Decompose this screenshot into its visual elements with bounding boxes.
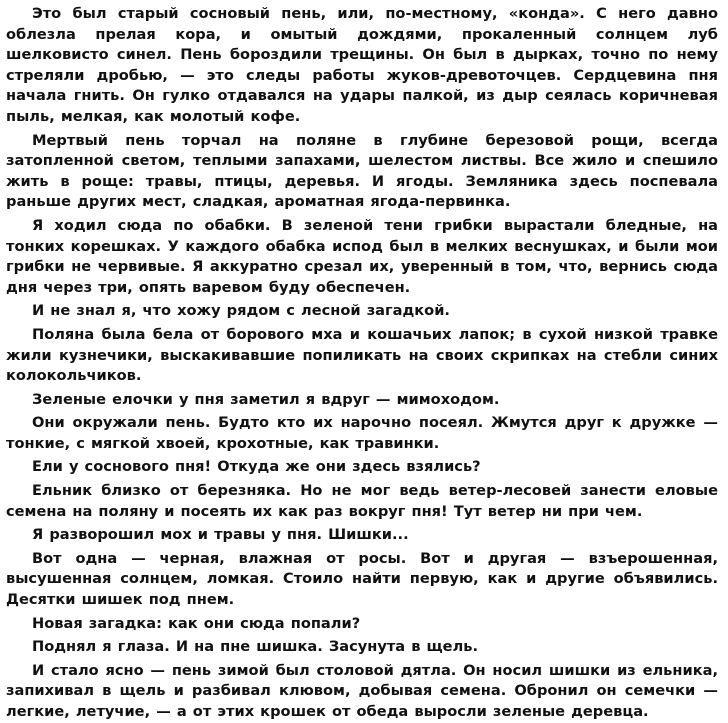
- paragraph-1: Это был старый сосновый пень, или, по-местному, «конда». С него давно облезла прелая кора, и омытый дождями, прокаленный солнцем луб шелковисто синел. Пень бороздили трещины. Он был в дырках, точно по нему стреляли дробью, — это следы работы жуков-древоточцев. Сердцевина пня начала гнить. Он гулко отдавался на удары палкой, из дыр сеялась коричневая пыль, мелкая, как молотый кофе.: [6, 5, 718, 125]
- paragraph-3: Я ходил сюда по обабки. В зеленой тени грибки вырастали бледные, на тонких корешках. У каждого обабка испод был в мелких веснушках, и были мои грибки не червивые. Я аккуратно срезал их, уверенный в том, что, вернись сюда дня через три, опять варевом буду обеспечен.: [6, 216, 718, 296]
- paragraph-4: И не знал я, что хожу рядом с лесной загадкой.: [32, 302, 450, 320]
- paragraph-2: Мертвый пень торчал на поляне в глубине березовой рощи, всегда затопленной светом, теплыми запахами, шелестом листвы. Все жило и спешило жить в роще: травы, птицы, деревья. И ягоды. Земляника здесь поспевала раньше других мест, сладкая, ароматная ягода-первинка.: [6, 131, 718, 211]
- paragraph-6: Зеленые елочки у пня заметил я вдруг — мимоходом.: [32, 390, 500, 408]
- paragraph-9: Ельник близко от березняка. Но не мог ведь ветер-лесовей занести еловые семена на поляну и посеять их как раз вокруг пня! Тут ветер ни при чем.: [6, 482, 718, 520]
- paragraph-13: Поднял я глаза. И на пне шишка. Засунута в щель.: [32, 638, 479, 656]
- paragraph-14: И стало ясно — пень зимой был столовой дятла. Он носил шишки из ельника, запихивал в щель и разбивал клювом, добывая семена. Обронил он семечки — легкие, летучие, — а от этих крошек от обеда выросли зеленые деревца.: [6, 661, 718, 720]
- paragraph-5: Поляна была бела от борового мха и кошачьих лапок; в сухой низкой травке жили кузнечики, выскакивавшие попиликать на своих скрипках на стебли синих колокольчиков.: [6, 325, 718, 385]
- paragraph-7: Они окружали пень. Будто кто их нарочно посеял. Жмутся друг к дружке — тонкие, с мягкой хвоей, крохотные, как травинки.: [6, 414, 718, 452]
- paragraph-12: Новая загадка: как они сюда попали?: [32, 614, 361, 632]
- paragraph-8: Ели у соснового пня! Откуда же они здесь взялись?: [32, 458, 481, 476]
- paragraph-10: Я разворошил мох и травы у пня. Шишки...: [32, 526, 409, 544]
- paragraph-11: Вот одна — черная, влажная от росы. Вот и другая — взъерошенная, высушенная солнцем, ломкая. Стоило найти первую, как и другие объявились. Десятки шишек под пнем.: [6, 549, 718, 609]
